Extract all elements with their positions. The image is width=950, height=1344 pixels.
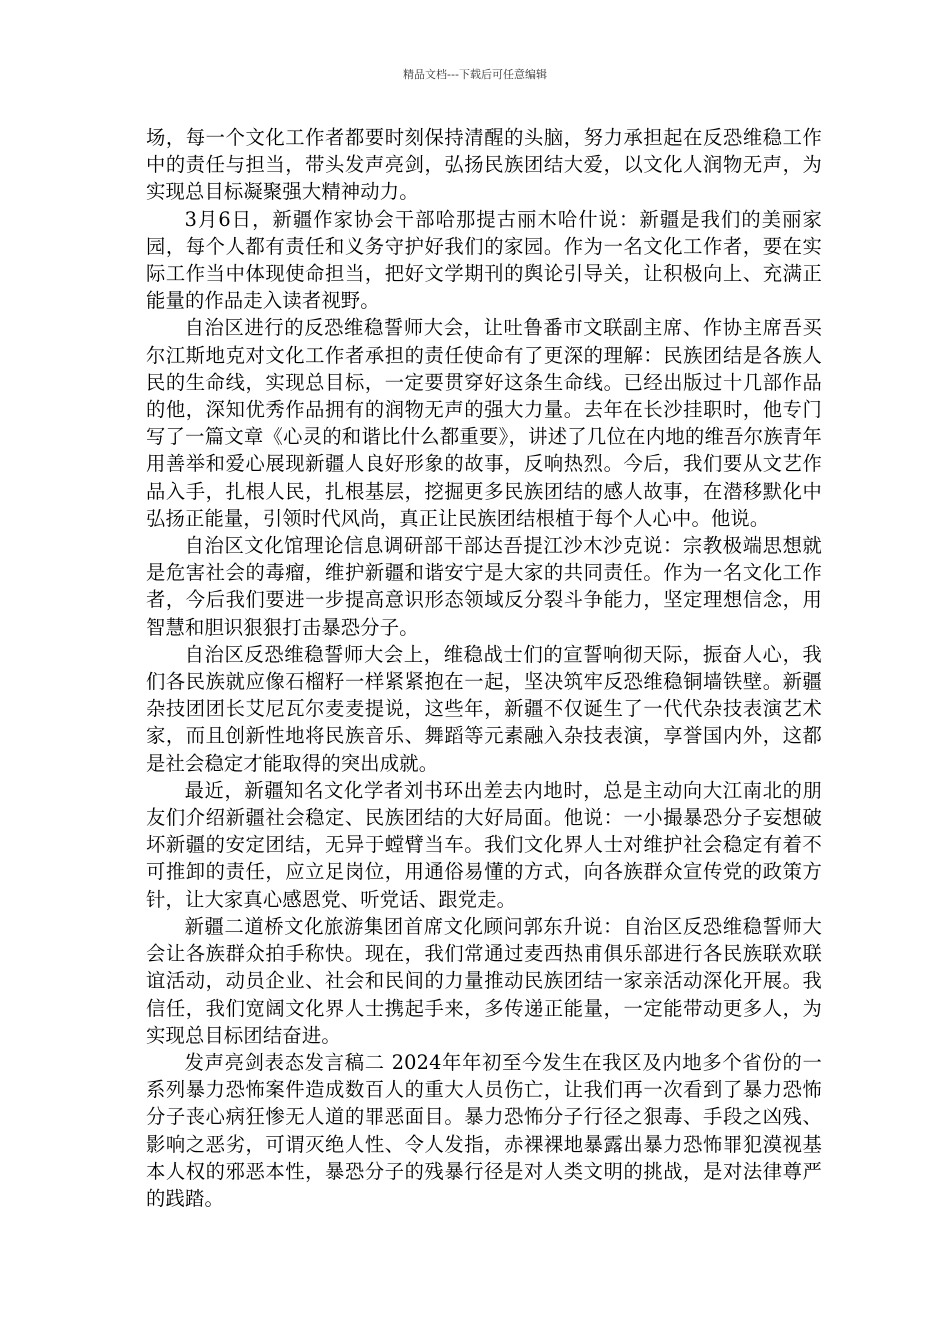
paragraph: 新疆二道桥文化旅游集团首席文化顾问郭东升说：自治区反恐维稳誓师大会让各族群众拍手称快。现在，我们常通过麦西热甫俱乐部进行各民族联欢联谊活动，动员企业、社会和民间的力量推动民族团结一家亲活动深化开展。我信任，我们宽阔文化界人士携起手来，多传递正能量，一定能带动更多人，为实现总目标团结奋进。 bbox=[146, 914, 822, 1047]
paragraph: 最近，新疆知名文化学者刘书环出差去内地时，总是主动向大江南北的朋友们介绍新疆社会稳定、民族团结的大好局面。他说：一小撮暴恐分子妄想破坏新疆的安定团结，无异于螳臂当车。我们文化界人士对维护社会稳定有着不可推卸的责任，应立足岗位，用通俗易懂的方式，向各族群众宣传党的政策方针，让大家真心感恩党、听党话、跟党走。 bbox=[146, 778, 822, 911]
paragraph: 自治区反恐维稳誓师大会上，维稳战士们的宣誓响彻天际，振奋人心，我们各民族就应像石榴籽一样紧紧抱在一起，坚决筑牢反恐维稳铜墙铁壁。新疆杂技团团长艾尼瓦尔麦麦提说，这些年，新疆不仅诞生了一代代杂技表演艺术家，而且创新性地将民族音乐、舞蹈等元素融入杂技表演，享誉国内外，这都是社会稳定才能取得的突出成就。 bbox=[146, 642, 822, 775]
page-header: 精品文档---下载后可任意编辑 bbox=[403, 68, 547, 81]
paragraph: 自治区文化馆理论信息调研部干部达吾提江沙木沙克说：宗教极端思想就是危害社会的毒瘤，维护新疆和谐安宁是大家的共同责任。作为一名文化工作者，今后我们要进一步提高意识形态领域反分裂斗争能力，坚定理想信念，用智慧和胆识狠狠打击暴恐分子。 bbox=[146, 534, 822, 639]
paragraph: 自治区进行的反恐维稳誓师大会，让吐鲁番市文联副主席、作协主席吾买尔江斯地克对文化工作者承担的责任使命有了更深的理解：民族团结是各族人民的生命线，实现总目标，一定要贯穿好这条生命线。已经出版过十几部作品的他，深知优秀作品拥有的润物无声的强大力量。去年在长沙挂职时，他专门写了一篇文章《心灵的和谐比什么都重要》，讲述了几位在内地的维吾尔族青年用善举和爱心展现新疆人良好形象的故事，反响热烈。今后，我们要从文艺作品入手，扎根人民，扎根基层，挖掘更多民族团结的感人故事，在潜移默化中弘扬正能量，引领时代风尚，真正让民族团结根植于每个人心中。他说。 bbox=[146, 316, 822, 530]
paragraph: 3月6日，新疆作家协会干部哈那提古丽木哈什说：新疆是我们的美丽家园，每个人都有责任和义务守护好我们的家园。作为一名文化工作者，要在实际工作当中体现使命担当，把好文学期刊的舆论引导关，让积极向上、充满正能量的作品走入读者视野。 bbox=[146, 207, 822, 313]
paragraph-continuation: 场，每一个文化工作者都要时刻保持清醒的头脑，努力承担起在反恐维稳工作中的责任与担当，带头发声亮剑，弘扬民族团结大爱，以文化人润物无声，为实现总目标凝聚强大精神动力。 bbox=[146, 126, 822, 204]
document-body bbox=[146, 124, 822, 1212]
paragraph: 发声亮剑表态发言稿二 2024年年初至今发生在我区及内地多个省份的一系列暴力恐怖案件造成数百人的重大人员伤亡，让我们再一次看到了暴力恐怖分子丧心病狂惨无人道的罪恶面目。暴力恐怖分子行径之狠毒、手段之凶残、影响之恶劣，可谓灭绝人性、令人发指，赤裸裸地暴露出暴力恐怖罪犯漠视基本人权的邪恶本性，暴恐分子的残暴行径是对人类文明的挑战，是对法律尊严的践踏。 bbox=[146, 1050, 822, 1210]
